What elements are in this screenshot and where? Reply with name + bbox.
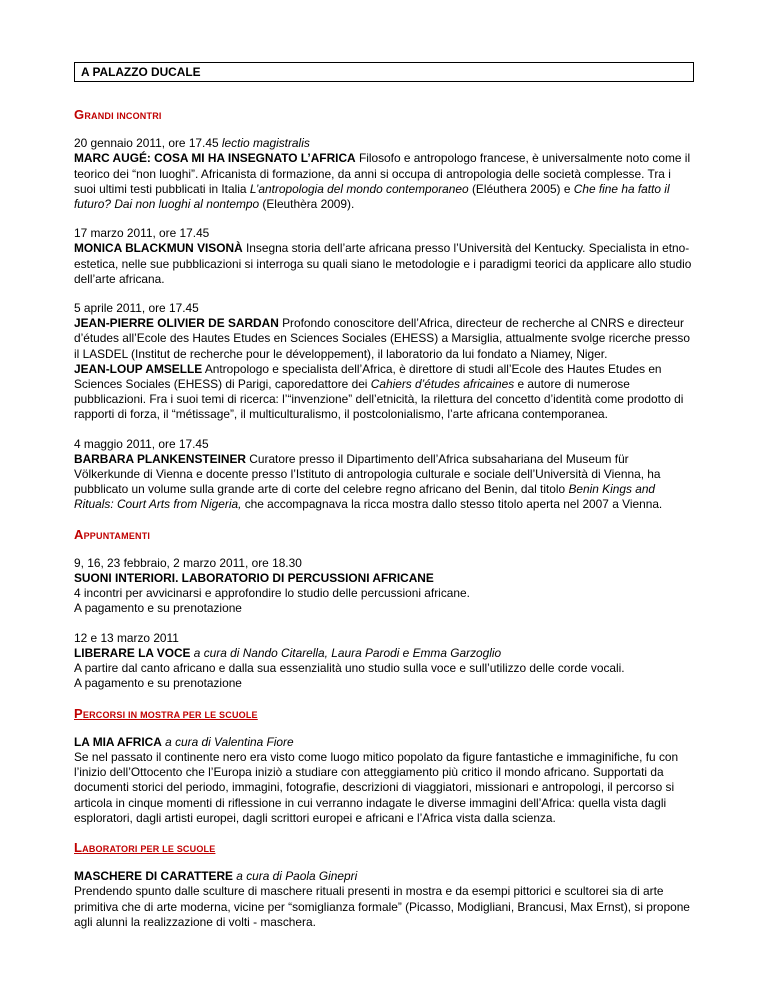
event-description: Se nel passato il continente nero era visto come luogo mitico popolato da figure fantastiche e immaginifiche, fu con l’inizio dell’Ottocento che l’Europa iniziò a studiare con atteggiamento più critico il mondo africano. Supportati da documenti storici del periodo, immagini, fotografie, descrizioni di viaggiatori, missionari e antropologi, il percorso si articola in cinque momenti di riflessione in cui verranno indagate le diverse immagini dell’Africa: quella vista dagli esploratori, dagli artisti europei, dagli scrittori europei e africani e l’Africa vista dalla scienza.: [74, 749, 679, 825]
event-description: JEAN-LOUP AMSELLE Antropologo e specialista dell’Africa, è direttore di studi all’Ecole des Hautes Etudes en Sciences Sociales (EHESS) di Parigi, caporedattore dei Cahiers d’études africaines e autore di numerose pubblicazioni. Fra i suoi temi di ricerca: l’“invenzione” dell’etnicità, la rilettura del concetto d’identità come prodotto di rapporti di forza, il “métissage”, il multiculturalismo, il postcolonialismo, l’arte africana contemporanea.: [74, 361, 684, 422]
event-title: LIBERARE LA VOCE a cura di Nando Citarella, Laura Parodi e Emma Garzoglio: [74, 645, 502, 660]
event-description: 4 incontri per avvicinarsi e approfondire lo studio delle percussioni africane.: [74, 586, 470, 601]
event-description: MARC AUGÉ: COSA MI HA INSEGNATO L’AFRICA Filosofo e antropologo francese, è universalmente noto come il teorico dei “non luoghi”. Africanista di formazione, da anni si occupa di antropologia delle società complesse. Tra i suoi ultimi testi pubblicati in Italia L’antropologia del mondo contemporaneo (Eléuthera 2005) e Che fine ha fatto il futuro? Dai non luoghi al nontempo (Eleuthèra 2009).: [74, 151, 691, 212]
event-auge: [74, 136, 694, 212]
section-heading-percorsi: PERCORSI IN MOSTRA PER LE SCUOLE: [74, 705, 258, 721]
event-description: Prendendo spunto dalle sculture di maschere rituali presenti in mostra e da esempi pittorici e scultorei sia di arte primitiva che di arte moderna, vicine per “somiglianza formale” (Picasso, Modigliani, Brancusi, Max Ernst), si propone agli alunni la realizzazione di volti - maschera.: [74, 884, 690, 929]
event-plankensteiner: [74, 437, 694, 513]
appointment-percussioni: [74, 556, 694, 617]
event-description: BARBARA PLANKENSTEINER Curatore presso il Dipartimento dell’Africa subsahariana del Museum für Völkerkunde di Vienna e docente presso l’Istituto di antropologia culturale e sociale dell’Università di Vienna, ha pubblicato un volume sulla grande arte di corte del celebre regno africano del Benin, dal titolo Benin Kings and Rituals: Court Arts from Nigeria, che accompagnava la ricca mostra dallo stesso titolo aperta nel 2007 a Vienna.: [74, 451, 663, 512]
event-date: 5 aprile 2011, ore 17.45: [74, 301, 199, 316]
section-heading-grandi-incontri: GRANDI INCONTRI: [74, 107, 162, 122]
event-note: A pagamento e su prenotazione: [74, 601, 242, 616]
section-heading-laboratori: LABORATORI PER LE SCUOLE: [74, 839, 216, 855]
event-title: SUONI INTERIORI. LABORATORIO DI PERCUSSIONI AFRICANE: [74, 571, 434, 586]
event-description: A partire dal canto africano e dalla sua essenzialità uno studio sulla voce e sull’utilizzo delle corde vocali.: [74, 661, 625, 676]
event-description: MONICA BLACKMUN VISONÀ Insegna storia dell’arte africana presso l’Università del Kentucky. Specialista in etno-estetica, nelle sue pubblicazioni si interroga su quali siano le metodologie e i paradigmi teorici da applicare allo studio dell’arte africana.: [74, 241, 692, 286]
percorso-mia-africa: [74, 735, 694, 826]
event-title: MASCHERE DI CARATTERE a cura di Paola Ginepri: [74, 869, 358, 884]
event-date: 17 marzo 2011, ore 17.45: [74, 226, 210, 241]
event-date: 12 e 13 marzo 2011: [74, 630, 179, 645]
event-date: 20 gennaio 2011, ore 17.45 lectio magistralis: [74, 136, 310, 151]
section-heading-appuntamenti: APPUNTAMENTI: [74, 526, 151, 542]
event-date: 9, 16, 23 febbraio, 2 marzo 2011, ore 18.30: [74, 555, 302, 570]
laboratorio-maschere: [74, 869, 694, 930]
event-description: JEAN-PIERRE OLIVIER DE SARDAN Profondo conoscitore dell’Africa, directeur de recherche al CNRS e directeur d’études all’Ecole des Hautes Etudes en Sciences Sociales (EHESS) a Marsiglia, attualmente svolge ricerche presso il LASDEL (Institut de recherche pour le développement), il laboratorio da lui fondato a Niamey, Niger.: [74, 316, 690, 361]
appointment-voce: [74, 631, 694, 692]
document-page: [72, 62, 694, 944]
event-sardan-amselle: [74, 301, 694, 423]
event-note: A pagamento e su prenotazione: [74, 676, 242, 691]
page-title-box: A PALAZZO DUCALE: [74, 62, 694, 82]
event-date: 4 maggio 2011, ore 17.45: [74, 436, 209, 451]
event-title: LA MIA AFRICA a cura di Valentina Fiore: [74, 734, 294, 749]
event-visona: [74, 226, 694, 287]
